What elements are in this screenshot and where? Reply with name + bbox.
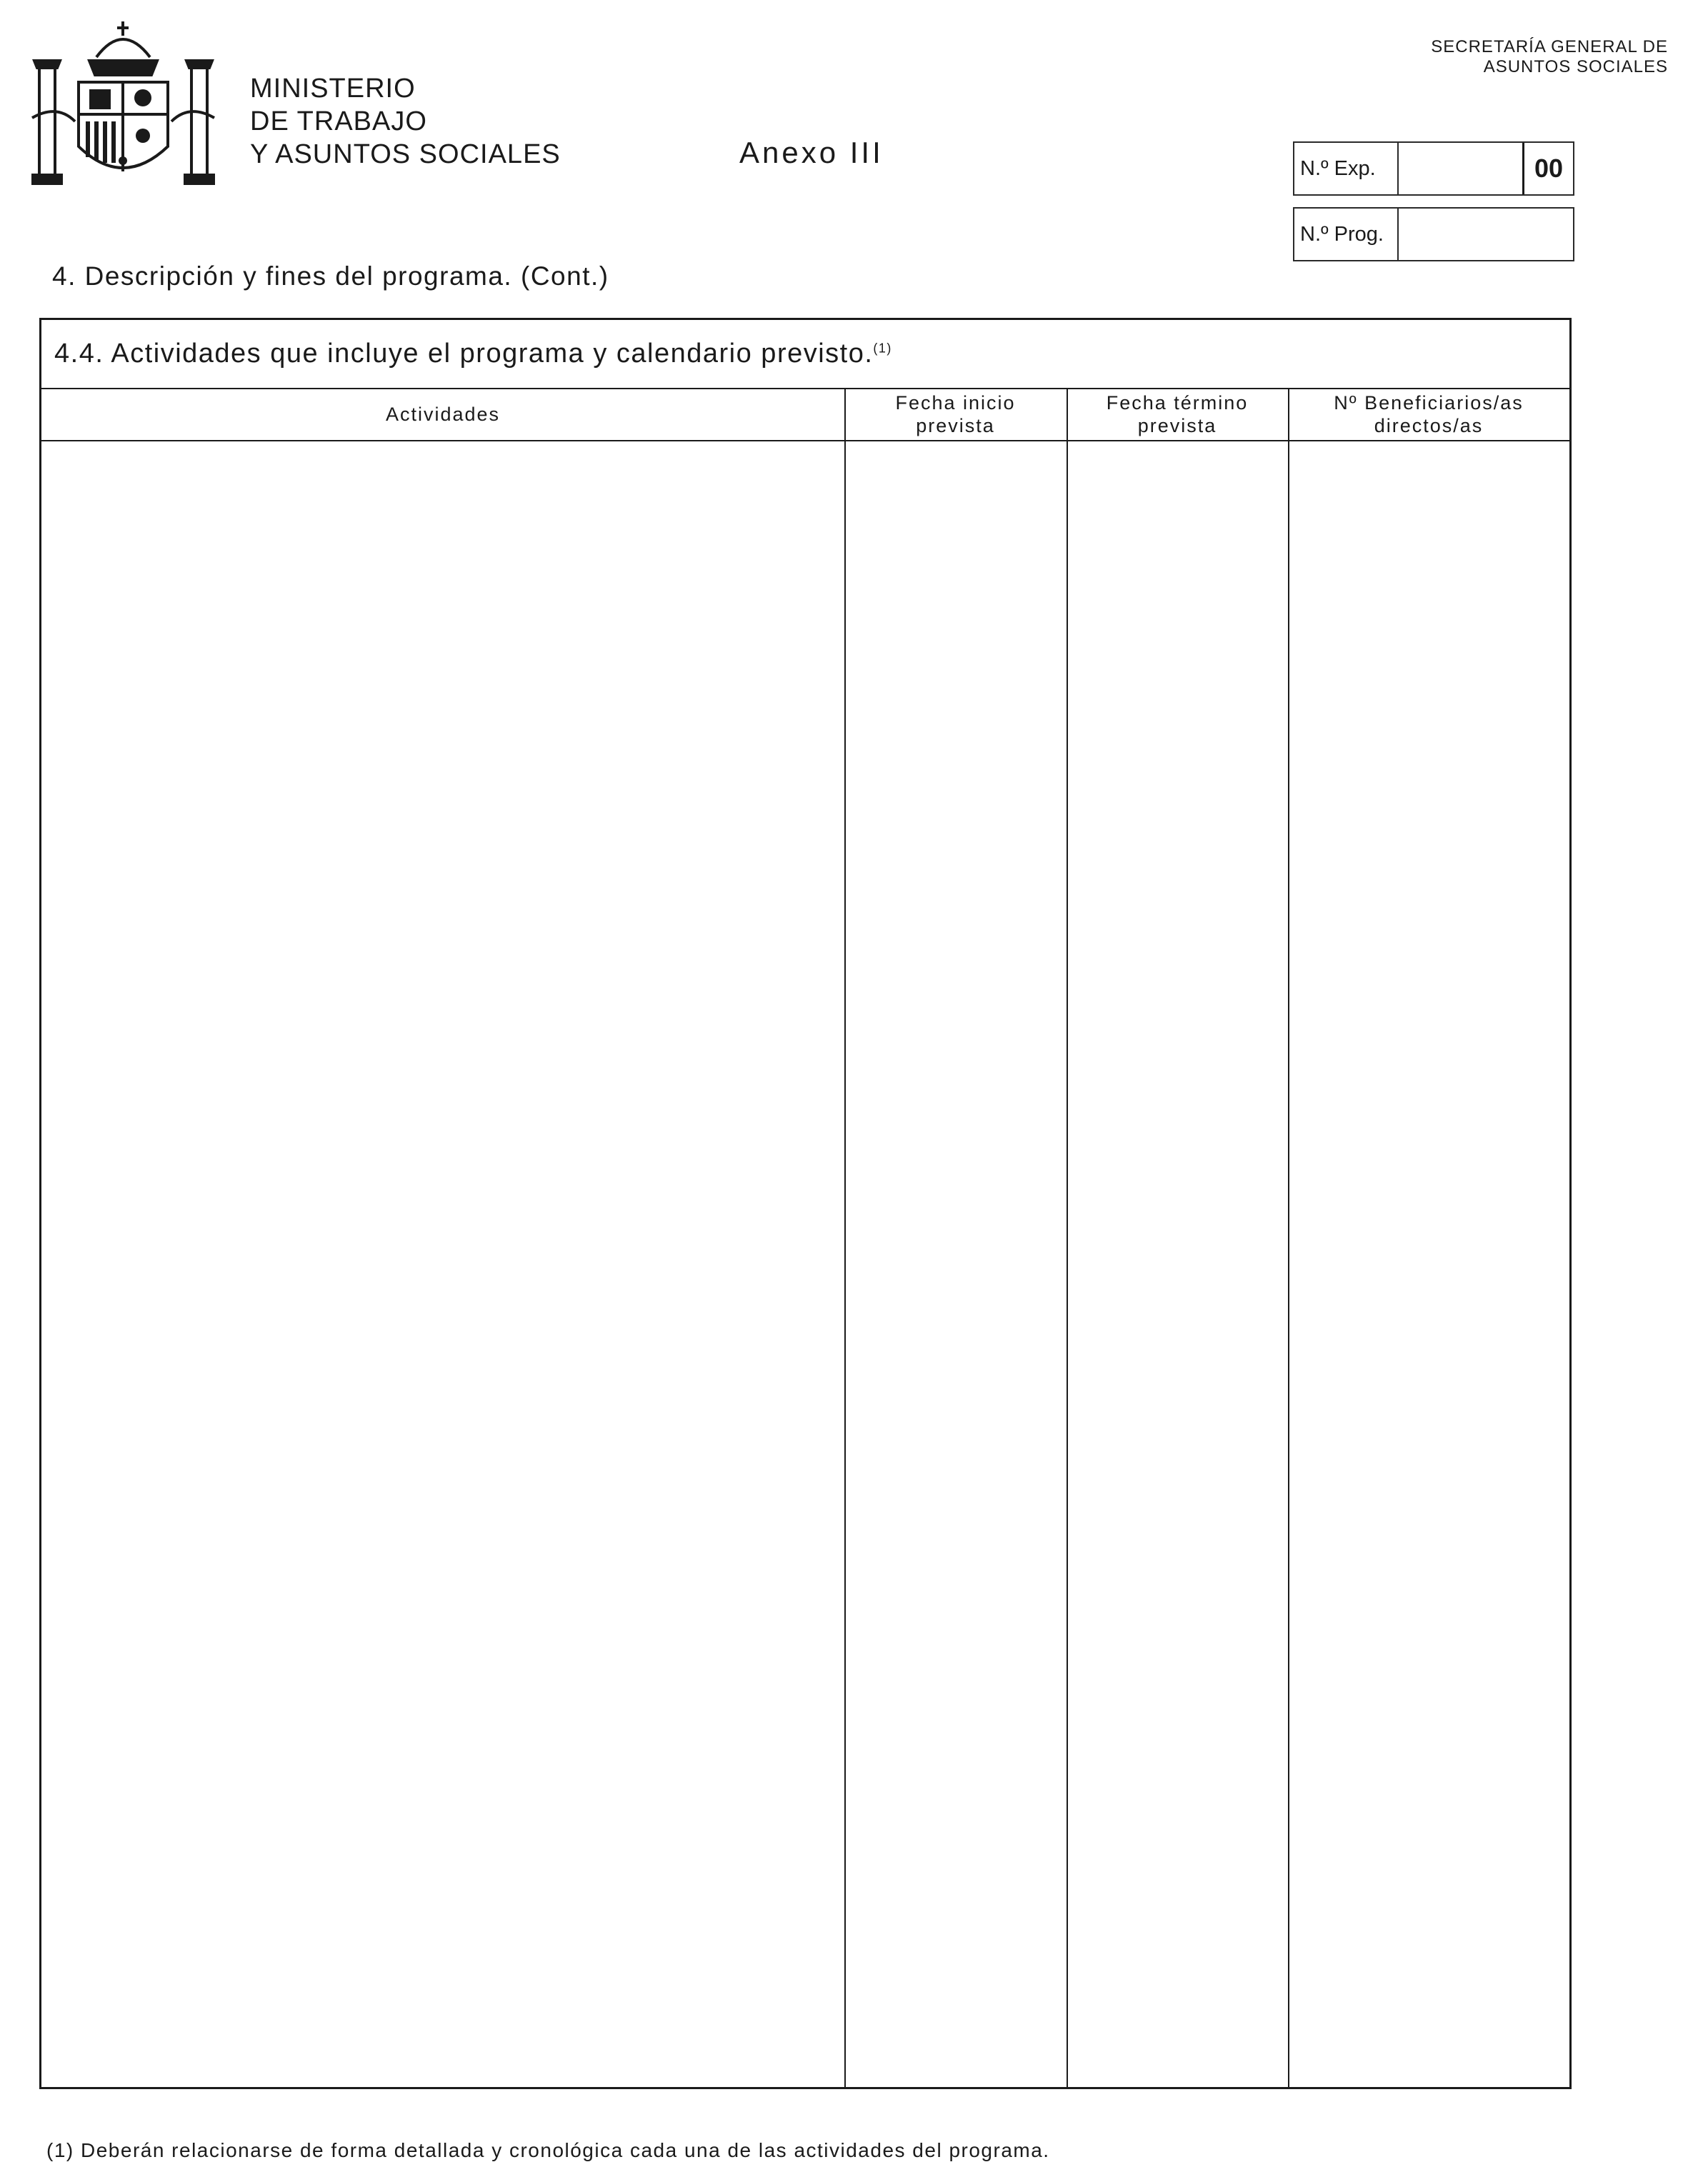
column-header-line: prevista	[916, 414, 995, 436]
column-header-line: Actividades	[385, 403, 501, 425]
expedient-number-field[interactable]	[1399, 143, 1520, 194]
table-title	[54, 339, 892, 369]
table-title-note-ref: (1)	[873, 341, 892, 356]
ministry-name-line-1: MINISTERIO	[250, 74, 416, 104]
column-header-beneficiaries	[1288, 388, 1569, 440]
expedient-number-label: N.º Exp.	[1294, 143, 1399, 194]
column-header-activities	[41, 388, 844, 440]
expedient-number-box	[1293, 141, 1574, 196]
end-date-cell[interactable]	[1068, 440, 1288, 2087]
activities-table	[39, 318, 1572, 2089]
column-header-start-date	[844, 388, 1067, 440]
program-number-field[interactable]	[1399, 209, 1573, 260]
footnote: (1) Deberán relacionarse de forma detallada y cronológica cada una de las actividades del programa.	[46, 2139, 1050, 2161]
expedient-number-suffix: 00	[1522, 143, 1573, 194]
column-header-line: Fecha término	[1106, 391, 1249, 414]
section-title: 4. Descripción y fines del programa. (Cont.)	[52, 261, 609, 291]
program-number-box	[1293, 207, 1574, 261]
table-title-text: 4.4. Actividades que incluye el programa y calendario previsto.	[54, 339, 874, 369]
ministry-name-line-2: DE TRABAJO	[250, 106, 427, 136]
column-header-line: Fecha inicio	[895, 391, 1016, 414]
annex-title: Anexo III	[739, 136, 884, 169]
column-header-line: prevista	[1137, 414, 1217, 436]
secretaria-line-1: SECRETARÍA GENERAL DE	[1431, 37, 1668, 56]
table-title-row	[41, 320, 1569, 389]
ministry-name-line-3: Y ASUNTOS SOCIALES	[250, 139, 561, 169]
column-header-line: directos/as	[1374, 414, 1484, 436]
column-header-end-date	[1067, 388, 1288, 440]
beneficiaries-cell[interactable]	[1289, 440, 1569, 2087]
program-number-label: N.º Prog.	[1294, 209, 1399, 260]
secretaria-line-2: ASUNTOS SOCIALES	[1483, 57, 1668, 76]
start-date-cell[interactable]	[846, 440, 1067, 2087]
activities-cell[interactable]	[41, 440, 844, 2087]
coat-of-arms-icon	[29, 18, 218, 189]
column-header-line: Nº Beneficiarios/as	[1334, 391, 1524, 414]
